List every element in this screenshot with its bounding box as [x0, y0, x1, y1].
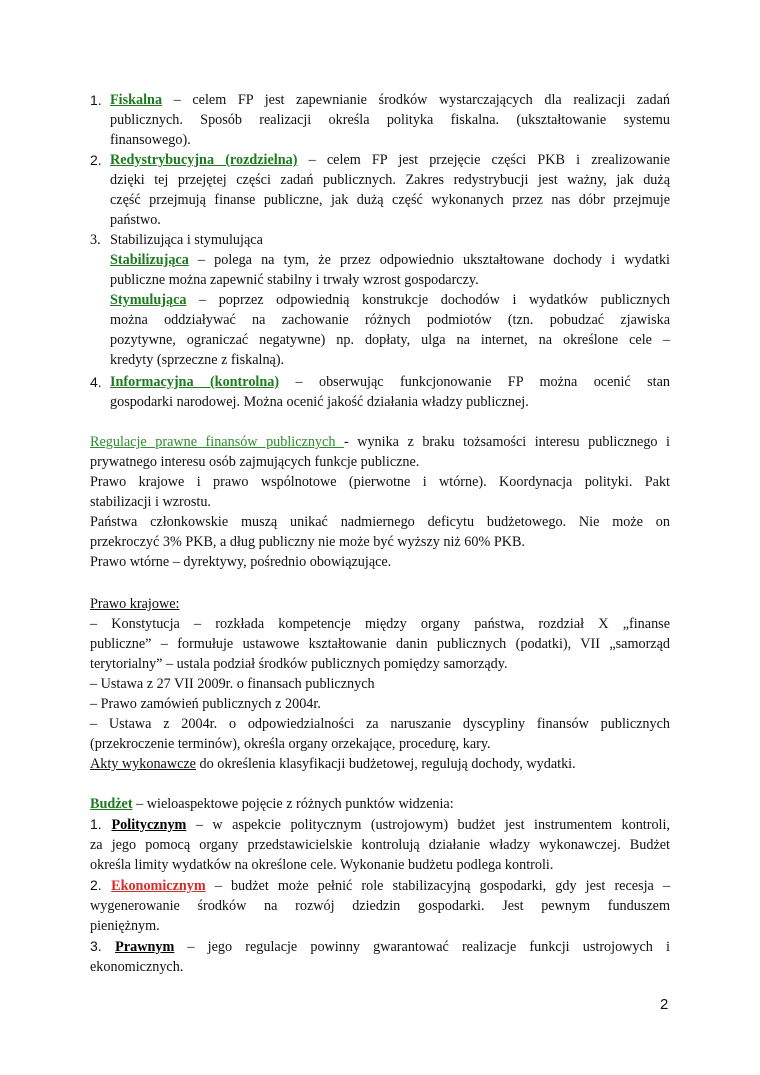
akty-wykonawcze-term: Akty wykonawcze [90, 756, 196, 772]
regulacje-paragraph: Regulacje prawne finansów publicznych - wynika z braku tożsamości interesu publicznego i prywatnego interesu osób zajmujących funkcje publiczne. Prawo krajowe i prawo wspólnotowe (pierwotne i wtórne). Koordynacja polityki. Pakt stabilizacji i wzrostu. Państwa członkowskie muszą unikać nadmiernego deficytu budżetowego. Nie może on przekroczyć 3% PKB, a dług publiczny nie może być wyższy niż 60% PKB. Prawo wtórne – dyrektywy, pośrednio obowiązujące. [90, 434, 670, 570]
bullet-ustawa-2009: – Ustawa z 27 VII 2009r. o finansach publicznych [90, 676, 375, 692]
term-stabilizujaca: Stabilizująca [110, 252, 189, 268]
list-number: 1. [90, 92, 102, 108]
term-politycznym: Politycznym [111, 817, 187, 833]
page-number: 2 [660, 996, 669, 1013]
list-item-redystrybucyjna: 2. Redystrybucyjna (rozdzielna) – celem FP jest przejęcie części PKB i zrealizowanie dzięki tej przejętej części zadań publicznych. Zakres redystrybucji jest ważny, jak dużą część przejmują finanse publiczne, jak dużą część wykonanych przez nas dóbr przejmuje państwo. [90, 152, 670, 228]
bullet-prawo-zamowien: – Prawo zamówień publicznych z 2004r. [90, 696, 321, 712]
list-number: 3. [90, 232, 101, 248]
list-number: 2. [90, 152, 102, 168]
term-stymulujaca: Stymulująca [110, 292, 187, 308]
term-ekonomicznym: Ekonomicznym [111, 878, 206, 894]
list-number: 4. [90, 374, 102, 390]
budzet-term: Budżet [90, 796, 133, 812]
prawo-krajowe-section: Prawo krajowe: – Konstytucja – rozkłada kompetencje między organy państwa, rozdział X „finanse publiczne” – formułuje ustawowe kształtowanie danin publicznych (podatki), VII „samorząd terytorialny” – ustala podział środków publicznych pomiędzy samorządy. – Ustawa z 27 VII 2009r. o finansach publicznych – Prawo zamówień publicznych z 2004r. – Ustawa z 2004r. o odpowiedzialności za naruszanie dyscypliny finansów publicznych (przekroczenie terminów), określa organy orzekające, procedurę, kary. Akty wykonawcze do określenia klasyfikacji budżetowej, regulują dochody, wydatki. [90, 596, 670, 772]
list-item-informacyjna: 4. Informacyjna (kontrolna) – obserwując funkcjonowanie FP można ocenić stan gospodarki narodowej. Można ocenić jakość działania władzy publicznej. [90, 374, 670, 410]
term-informacyjna: Informacyjna (kontrolna) [110, 374, 280, 390]
prawo-krajowe-title: Prawo krajowe: [90, 596, 180, 612]
term-prawnym: Prawnym [115, 939, 175, 955]
term-fiskalna: Fiskalna [110, 92, 163, 108]
regulacje-title: Regulacje prawne finansów publicznych [90, 434, 344, 450]
bullet-ustawa-2004: – Ustawa z 2004r. o odpowiedzialności za naruszanie dyscypliny finansów publicznych [90, 716, 670, 732]
list-item-fiskalna: 1. Fiskalna – celem FP jest zapewnianie środków wystarczających dla realizacji zadań publicznych. Sposób realizacji określa polityka fiskalna. (ukształtowanie systemu finansowego). [90, 92, 670, 148]
list-item-stabilizujaca: 3. Stabilizująca i stymulująca Stabilizująca – polega na tym, że przez odpowiednio ukształtowane dochody i wydatki publiczne można zapewnić stabilny i trwały wzrost gospodarczy. Stymulująca – poprzez odpowiednią konstrukcje dochodów i wydatków publicznych można oddziaływać na zachowanie różnych podmiotów (tzn. pobudzać zjawiska pozytywne, ograniczać negatywne) np. dopłaty, ulga na internet, na określone cele – kredyty (sprzeczne z fiskalną). [90, 232, 670, 368]
item-title: Stabilizująca i stymulująca [110, 232, 263, 248]
bullet-konstytucja: – Konstytucja – rozkłada kompetencje między organy państwa, rozdział X „finanse [90, 616, 670, 632]
budzet-section: Budżet – wieloaspektowe pojęcie z różnych punktów widzenia: 1. Politycznym – w aspekcie politycznym (ustrojowym) budżet jest instrumentem kontroli, za jego pomocą organy przedstawicielskie kontrolują działanie władzy wykonawczej. Budżet określa limity wydatków na określone cele. Wykonanie budżetu podlega kontroli. 2. Ekonomicznym – budżet może pełnić role stabilizacyjną gospodarki, gdy jest recesja – wygenerowanie środków na rozwój dziedzin gospodarki. Jest pewnym funduszem pieniężnym. 3. Prawnym – jego regulacje powinny gwarantować realizacje funkcji ustrojowych i ekonomicznych. [90, 796, 670, 975]
term-redystrybucyjna: Redystrybucyjna (rozdzielna) [110, 152, 298, 168]
